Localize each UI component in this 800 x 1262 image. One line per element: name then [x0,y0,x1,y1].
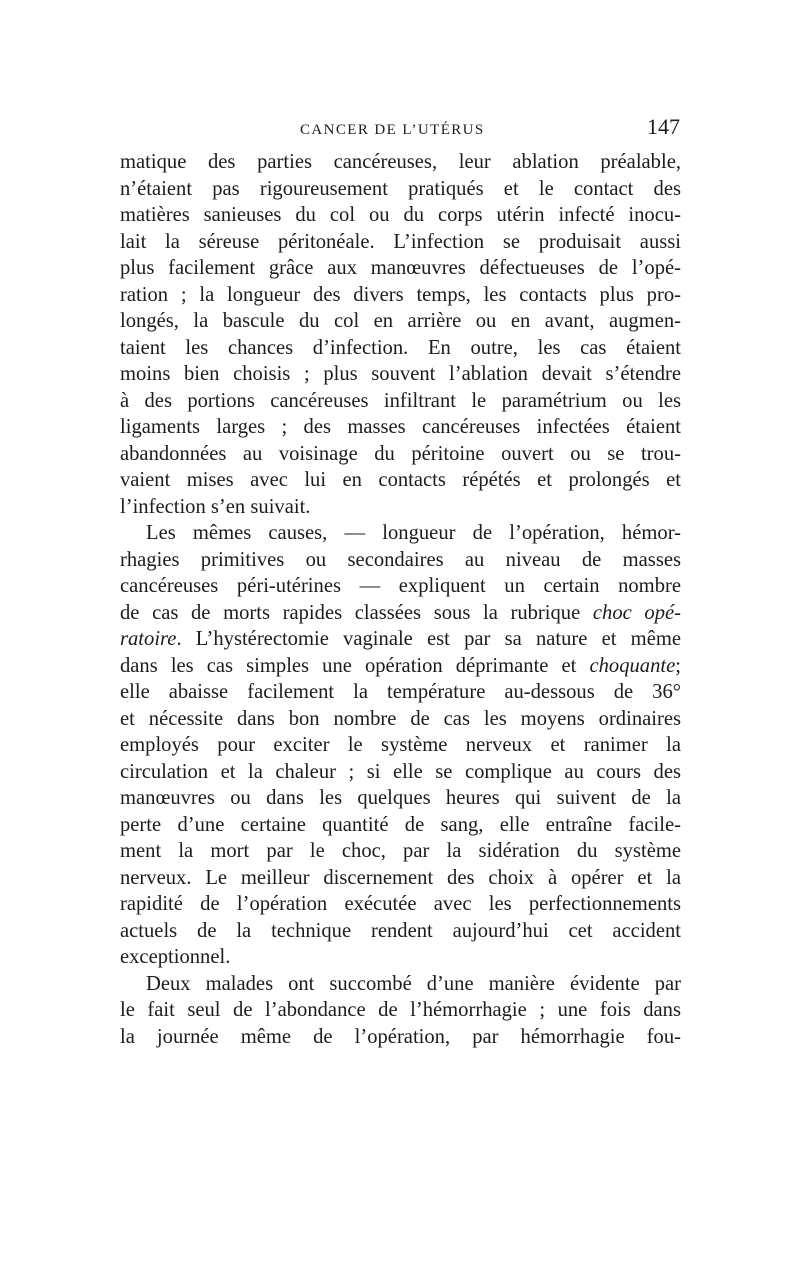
text-line [120,653,681,680]
text-line: matique des parties cancéreuses, leur ablation préalable, [120,151,681,173]
text-segment: de cas de morts rapides classées sous la rubrique [120,601,593,624]
text-line: abandonnées au voisinage du péritoine ouvert ou se trou- [120,442,681,465]
page-header [120,108,680,144]
text-line: rapidité de l’opération exécutée avec les perfectionnements [120,893,681,915]
body-text [120,149,681,1050]
text-line: n’étaient pas rigoureusement pratiqués et le contact des [120,177,681,200]
running-title: CANCER DE L’UTÉRUS [300,122,485,138]
text-line: taient les chances d’infection. En outre, les cas étaient [120,336,681,359]
text-line: matières sanieuses du col ou du corps utérin infecté inocu- [120,204,681,226]
text-segment: dans les cas simples une opération déprimante et [120,654,590,677]
text-line: rhagies primitives ou secondaires au niveau de masses [120,548,681,571]
text-line: Deux malades ont succombé d’une manière évidente par [146,972,681,995]
text-segment: . L’hystérectomie vaginale est par sa nature et même [176,628,681,650]
text-line: Les mêmes causes, — longueur de l’opération, hémor- [146,522,681,544]
text-line: l’infection s’en suivait. [120,495,311,518]
text-line: ment la mort par le choc, par la sidération du système [120,840,681,862]
italic-term: choquante [589,654,676,677]
text-line [120,626,681,653]
text-line: et nécessite dans bon nombre de cas les moyens ordinaires [120,707,681,730]
text-line: nerveux. Le meilleur discernement des choix à opérer et la [120,866,681,889]
text-line: perte d’une certaine quantité de sang, elle entraîne facile- [120,813,681,836]
text-line: employés pour exciter le système nerveux et ranimer la [120,734,681,756]
text-line: plus facilement grâce aux manœuvres défectueuses de l’opé- [120,257,681,279]
page-number: 147 [647,114,680,139]
text-line: actuels de la technique rendent aujourd’hui cet accident [120,919,681,942]
text-line: cancéreuses péri-utérines — expliquent un certain nombre [120,575,681,597]
text-line: longés, la bascule du col en arrière ou en avant, augmen- [120,310,681,332]
text-line: à des portions cancéreuses infiltrant le paramétrium ou les [120,389,681,412]
italic-term: ratoire [120,628,177,650]
text-line: moins bien choisis ; plus souvent l’ablation devait s’étendre [120,363,681,385]
text-line: manœuvres ou dans les quelques heures qui suivent de la [120,787,681,809]
italic-term: choc opé- [592,601,681,624]
text-line: elle abaisse facilement la température au-dessous de 36° [120,681,681,703]
text-segment: ; [675,654,681,677]
text-line: exceptionnel. [120,946,231,968]
text-line: le fait seul de l’abondance de l’hémorrhagie ; une fois dans [120,999,681,1021]
text-line: la journée même de l’opération, par hémorrhagie fou- [120,1025,681,1048]
text-line: ligaments larges ; des masses cancéreuses infectées étaient [120,416,681,438]
text-line: circulation et la chaleur ; si elle se complique au cours des [120,760,681,783]
text-line: lait la séreuse péritonéale. L’infection se produisait aussi [120,230,681,253]
text-line: vaient mises avec lui en contacts répétés et prolongés et [120,469,681,491]
text-line: ration ; la longueur des divers temps, les contacts plus pro- [120,283,681,306]
text-line [120,600,681,627]
